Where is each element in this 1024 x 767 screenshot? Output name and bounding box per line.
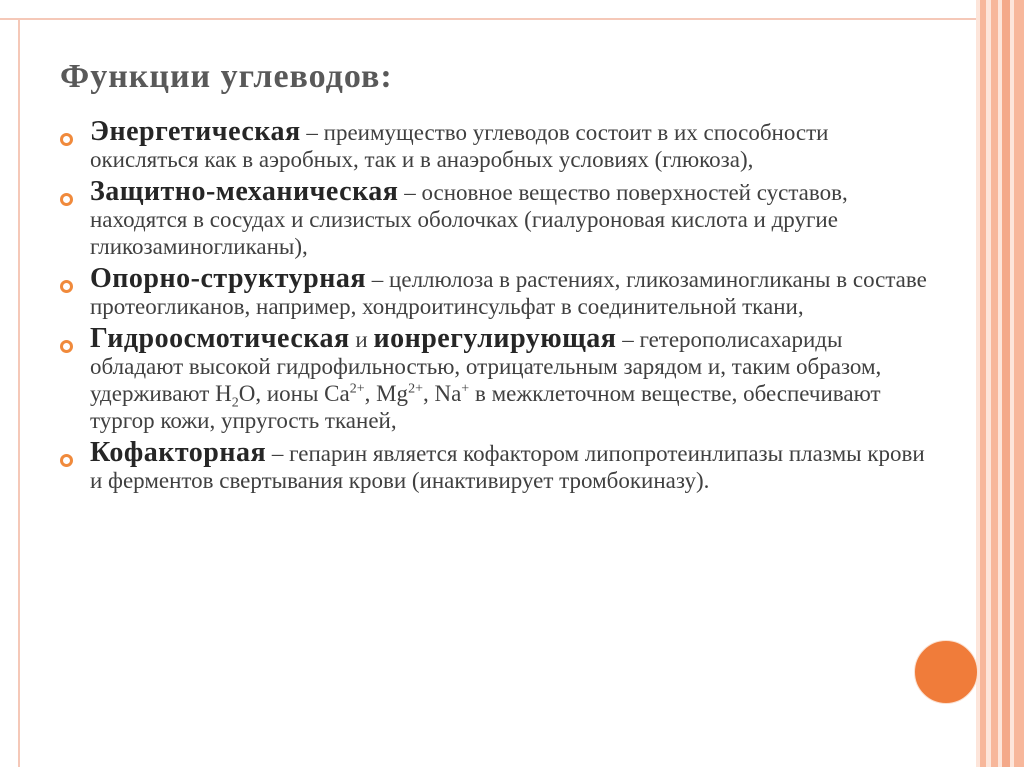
function-description: – гепарин является кофактором липопротеинлипазы плазмы крови и ферментов свертывания крови (инактивирует тромбокиназу). [90,441,925,493]
ring-bullet-icon [60,193,73,206]
list-item [60,439,940,494]
list-item [60,118,940,173]
ring-bullet-icon [60,280,73,293]
function-description: – преимущество углеводов состоит в их способности окисляться как в аэробных, так и в анаэробных условиях (глюкоза), [90,120,829,172]
ring-bullet-icon [60,454,73,467]
list-item [60,178,940,260]
right-decorative-stripes [976,0,1024,767]
function-description: – основное вещество поверхностей суставов, находятся в сосудах и слизистых оболочках (гиалуроновая кислота и другие гликозаминогликаны), [90,180,848,259]
dash: – [622,327,634,352]
function-description: – целлюлоза в растениях, гликозаминогликаны в составе протеогликанов, например, хондроитинсульфат в соединительной ткани, [90,267,927,319]
function-description: гетерополисахариды обладают высокой гидрофильностью, отрицательным зарядом и, таким образом, удерживают $H_2O$, ионы $Ca^{2+}$, $Mg^{2+}$, Na+ в межклеточном веществе, обеспечивают тургор кожи, упругость тканей, [90,327,882,433]
superscript: + [461,381,470,397]
frame-top-line [0,18,976,20]
conjunction: и [355,327,368,352]
list-item [60,325,940,434]
frame-left-line [18,18,20,767]
function-term-secondary: ионрегулирующая [373,323,617,354]
function-term: Кофакторная [90,437,267,468]
function-term: Энергетическая [90,116,301,147]
ring-bullet-icon [60,340,73,353]
superscript: 2+ [349,381,365,397]
decorative-orange-circle [914,640,978,704]
subscript: 2 [231,395,239,411]
slide-title: Функции углеводов: [60,58,393,95]
function-term: Защитно-механическая [90,176,399,207]
list-item [60,265,940,320]
ring-bullet-icon [60,133,73,146]
function-term: Опорно-структурная [90,263,367,294]
function-term: Гидроосмотическая [90,323,350,354]
bullet-list [60,118,940,499]
superscript: 2+ [408,381,423,397]
